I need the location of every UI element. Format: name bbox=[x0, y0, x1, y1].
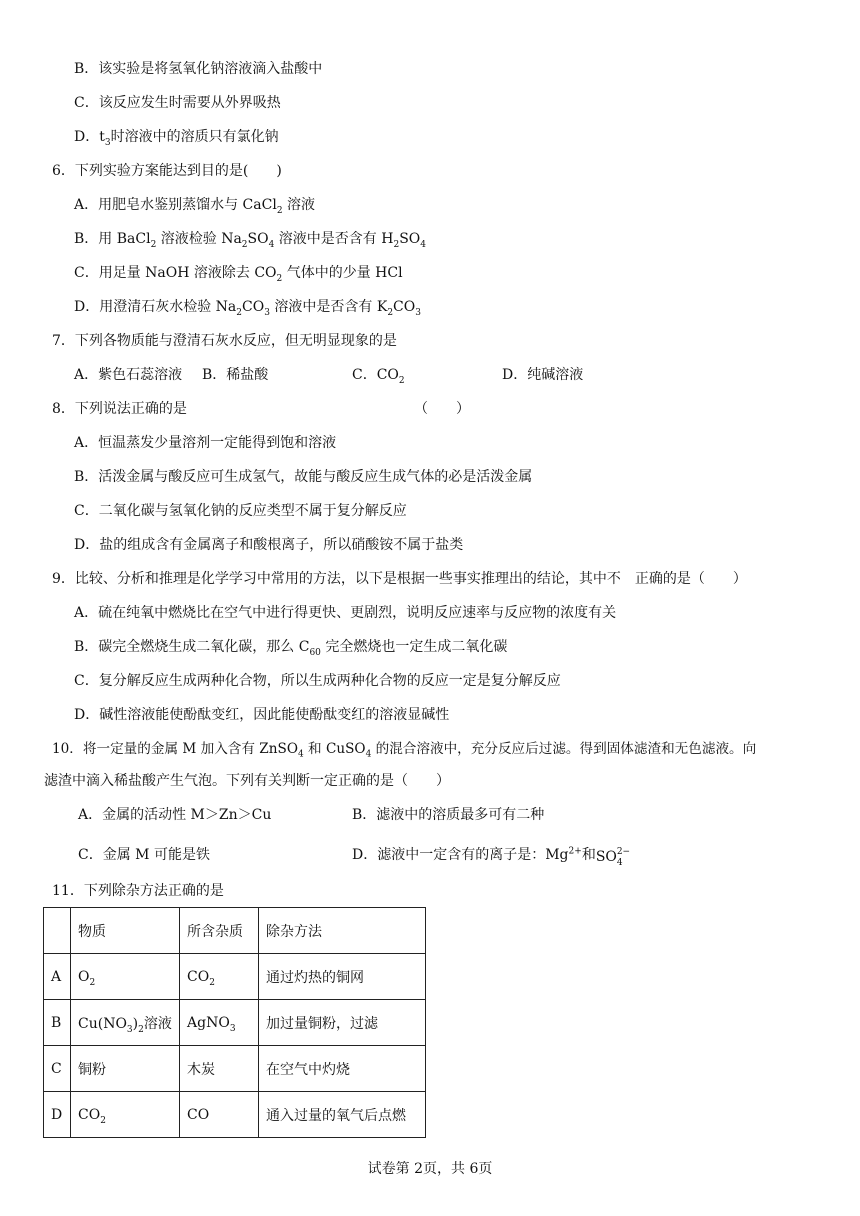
q9-option-a: A．硫在纯氧中燃烧比在空气中进行得更快、更剧烈，说明反应速率与反应物的浓度有关 bbox=[74, 605, 617, 621]
row-label: A bbox=[44, 954, 71, 1000]
q10-stem-line1: 10．将一定量的金属 M 加入含有 ZnSO$_4$ 和 CuSO$_4$ 的混合溶液中，充分反应后过滤。得到固体滤渣和无色滤液。向 bbox=[52, 741, 757, 760]
q8-option-d: D．盐的组成含有金属离子和酸根离子，所以硝酸铵不属于盐类 bbox=[74, 537, 464, 553]
substance-cell: $O_2$ bbox=[71, 954, 180, 1000]
table-row bbox=[44, 1046, 426, 1092]
header-cell bbox=[44, 908, 71, 954]
q11-table bbox=[43, 907, 426, 1138]
q7-stem: 7．下列各物质能与澄清石灰水反应，但无明显现象的是 bbox=[52, 333, 397, 349]
header-cell: 除杂方法 bbox=[259, 908, 426, 954]
substance-cell: 铜粉 bbox=[71, 1046, 180, 1092]
table-row bbox=[44, 954, 426, 1000]
q9-option-c: C．复分解反应生成两种化合物，所以生成两种化合物的反应一定是复分解反应 bbox=[74, 673, 561, 689]
q10-stem-line2: 滤渣中滴入稀盐酸产生气泡。下列有关判断一定正确的是（ ） bbox=[44, 773, 450, 789]
sulfate-ion: SO 2− 4 bbox=[595, 847, 631, 868]
q8-option-c: C．二氧化碳与氢氧化钠的反应类型不属于复分解反应 bbox=[74, 503, 407, 519]
substance-cell: $CO_2$ bbox=[71, 1092, 180, 1138]
impurity-cell: CO bbox=[180, 1092, 259, 1138]
q8-option-b: B．活泼金属与酸反应可生成氢气，故能与酸反应生成气体的必是活泼金属 bbox=[74, 469, 533, 485]
q6-stem: 6．下列实验方案能达到目的是( ) bbox=[52, 163, 282, 179]
q5-option-d: D．$t_3$时溶液中的溶质只有氯化钠 bbox=[74, 129, 279, 148]
row-label: D bbox=[44, 1092, 71, 1138]
q10-option-b: B．滤液中的溶质最多可有二种 bbox=[352, 807, 545, 823]
q6-option-c: C．用足量 NaOH 溶液除去 $CO_2$ 气体中的少量 HCl bbox=[74, 265, 403, 284]
q6-option-b: B．用 BaCl$_2$ 溶液检验 $Na_2SO_4$ 溶液中是否含有 $H_2SO_4$ bbox=[74, 231, 426, 250]
q10-option-c: C．金属 M 可能是铁 bbox=[78, 847, 210, 863]
impurity-cell: $CO_2$ bbox=[180, 954, 259, 1000]
header-cell: 物质 bbox=[71, 908, 180, 954]
method-cell: 通入过量的氧气后点燃 bbox=[259, 1092, 426, 1138]
q9-option-b: B．碳完全燃烧生成二氧化碳，那么 $C_{60}$ 完全燃烧也一定生成二氧化碳 bbox=[74, 639, 508, 658]
q10-option-d: D．滤液中一定含有的离子是：$Mg^{2+}$和 SO 2− 4 bbox=[352, 846, 631, 868]
table-row bbox=[44, 1092, 426, 1138]
row-label: B bbox=[44, 1000, 71, 1046]
q7-option-b: B．稀盐酸 bbox=[202, 367, 269, 383]
q9-stem: 9．比较、分析和推理是化学学习中常用的方法，以下是根据一些事实推理出的结论，其中不 正确的是（ ） bbox=[52, 571, 747, 587]
method-cell: 加过量铜粉，过滤 bbox=[259, 1000, 426, 1046]
q5-option-b: B．该实验是将氢氧化钠溶液滴入盐酸中 bbox=[74, 61, 323, 77]
method-cell: 通过灼热的铜网 bbox=[259, 954, 426, 1000]
q5-option-c: C．该反应发生时需要从外界吸热 bbox=[74, 95, 281, 111]
q7-option-a: A．紫色石蕊溶液 bbox=[74, 367, 183, 383]
table-header-row bbox=[44, 908, 426, 954]
row-label: C bbox=[44, 1046, 71, 1092]
q10-option-a: A．金属的活动性 M＞Zn＞Cu bbox=[78, 807, 272, 823]
q7-option-d: D．纯碱溶液 bbox=[502, 367, 584, 383]
header-cell: 所含杂质 bbox=[180, 908, 259, 954]
substance-cell: $Cu(NO_3)_2$溶液 bbox=[71, 1000, 180, 1046]
q9-option-d: D．碱性溶液能使酚酞变红，因此能使酚酞变红的溶液显碱性 bbox=[74, 707, 450, 723]
page-footer: 试卷第 2页，共 6页 bbox=[367, 1161, 493, 1177]
q8-answer-paren: （ ） bbox=[414, 401, 470, 417]
impurity-cell: AgNO$_3$ bbox=[180, 1000, 259, 1046]
method-cell: 在空气中灼烧 bbox=[259, 1046, 426, 1092]
q6-option-d: D．用澄清石灰水检验 $Na_2CO_3$ 溶液中是否含有 $K_2CO_3$ bbox=[74, 299, 421, 318]
table-row bbox=[44, 1000, 426, 1046]
q8-option-a: A．恒温蒸发少量溶剂一定能得到饱和溶液 bbox=[74, 435, 337, 451]
q7-option-c: C．$CO_2$ bbox=[352, 367, 405, 386]
q6-option-a: A．用肥皂水鉴别蒸馏水与 CaCl$_2$ 溶液 bbox=[74, 197, 315, 216]
impurity-cell: 木炭 bbox=[180, 1046, 259, 1092]
q11-stem: 11．下列除杂方法正确的是 bbox=[52, 883, 224, 899]
q8-stem: 8．下列说法正确的是 bbox=[52, 401, 187, 417]
